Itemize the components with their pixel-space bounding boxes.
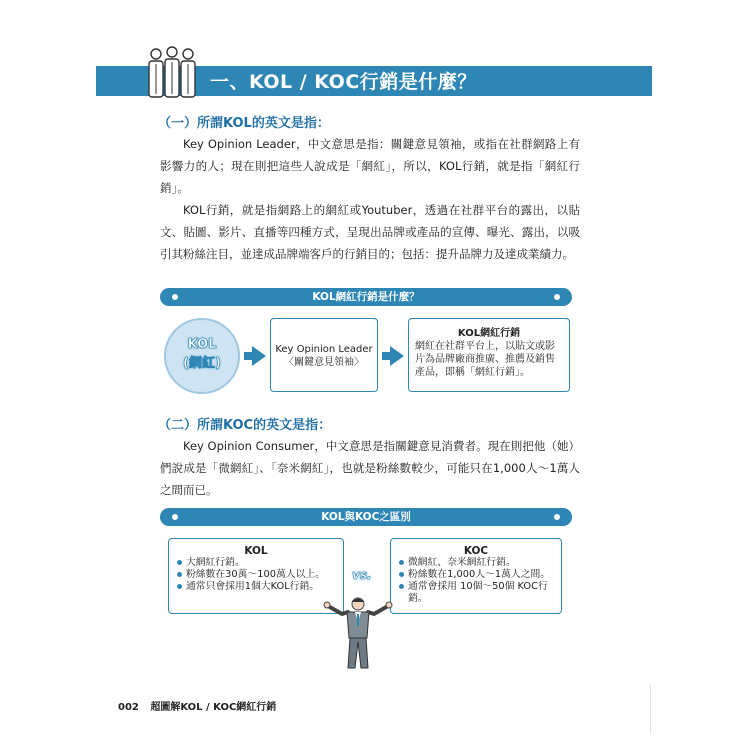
businessman-illustration [318,592,398,672]
banner-kol-koc-difference [160,508,572,526]
box2-line1: 網紅在社群平台上，以貼文或影 [415,341,555,352]
list-item: 通常只會採用1個大KOL行銷。 [177,581,335,593]
people-icon [146,44,198,100]
arrow-2-icon [390,346,404,366]
box-key-opinion-leader [270,318,378,392]
kol-circle-line2: (網紅) [183,356,221,371]
banner-dot-right [554,514,560,520]
list-item: 大網紅行銷。 [177,557,335,569]
banner-dot-right [554,294,560,300]
page-edge-divider [650,684,651,734]
section-heading-kol: （一）所謂KOL的英文是指： [158,116,330,131]
list-item: 粉絲數在1,000人～1萬人之間。 [399,569,553,581]
box-kol-marketing-definition [408,318,570,392]
paragraph-kol-marketing: KOL行銷，就是指網路上的網紅或Youtuber，透過在社群平台的露出，以貼文、貼圖、影片、直播等四種方式，呈現出品牌或產品的宣傳、曝光、露出，以吸引其粉絲注目，並達成品牌端客戶的行銷目的；包括：提升品牌力及達成業績力。 [160,203,580,261]
book-title: 超圖解KOL / KOC網紅行銷 [150,702,277,713]
box2-title: KOL網紅行銷 [457,328,521,339]
kol-compare-list [177,557,335,593]
koc-compare-box [390,538,562,614]
paragraph-kol-definition: Key Opinion Leader，中文意思是指：關鍵意見領袖，或指在社群網路上有影響力的人；現在則把這些人說成是「網紅」，所以，KOL行銷，就是指「網紅行銷」。 [160,137,580,195]
banner-label: KOL與KOC之區別 [321,511,411,523]
section-heading-koc: （二）所謂KOC的英文是指： [158,418,332,433]
paragraph-koc-definition: Key Opinion Consumer，中文意思是指關鍵意見消費者。現在則把他（她）們說成是「微網紅」、「奈米網紅」，也就是粉絲數較少，可能只在1,000人～1萬人之間而已。 [160,439,580,497]
list-item: 通常會採用 10個～50個 KOC行銷。 [399,581,553,605]
koc-compare-list [399,557,553,605]
kol-compare-heading: KOL [244,545,268,557]
page-number: 002 [118,702,139,713]
chapter-title: 一、KOL / KOC行銷是什麼？ [210,71,477,93]
box1-line2: 〈關鍵意見領袖〉 [284,357,364,368]
box2-line3: 產品，即稱「網紅行銷」。 [415,367,530,378]
kol-circle [164,318,240,394]
koc-compare-heading: KOC [463,545,489,557]
list-item: 微網紅、奈米網紅行銷。 [399,557,553,569]
box2-line2: 片為品牌廠商推廣、推薦及銷售 [415,354,555,365]
banner-label: KOL網紅行銷是什麼？ [312,291,420,303]
page-footer [118,698,276,713]
vs-label: vs. [352,568,372,582]
box1-line1: Key Opinion Leader [275,344,373,355]
banner-kol-marketing [160,288,572,306]
arrow-1-icon [252,346,266,366]
list-item: 粉絲數在30萬～100萬人以上。 [177,569,335,581]
kol-circle-line1: KOL [187,337,217,352]
